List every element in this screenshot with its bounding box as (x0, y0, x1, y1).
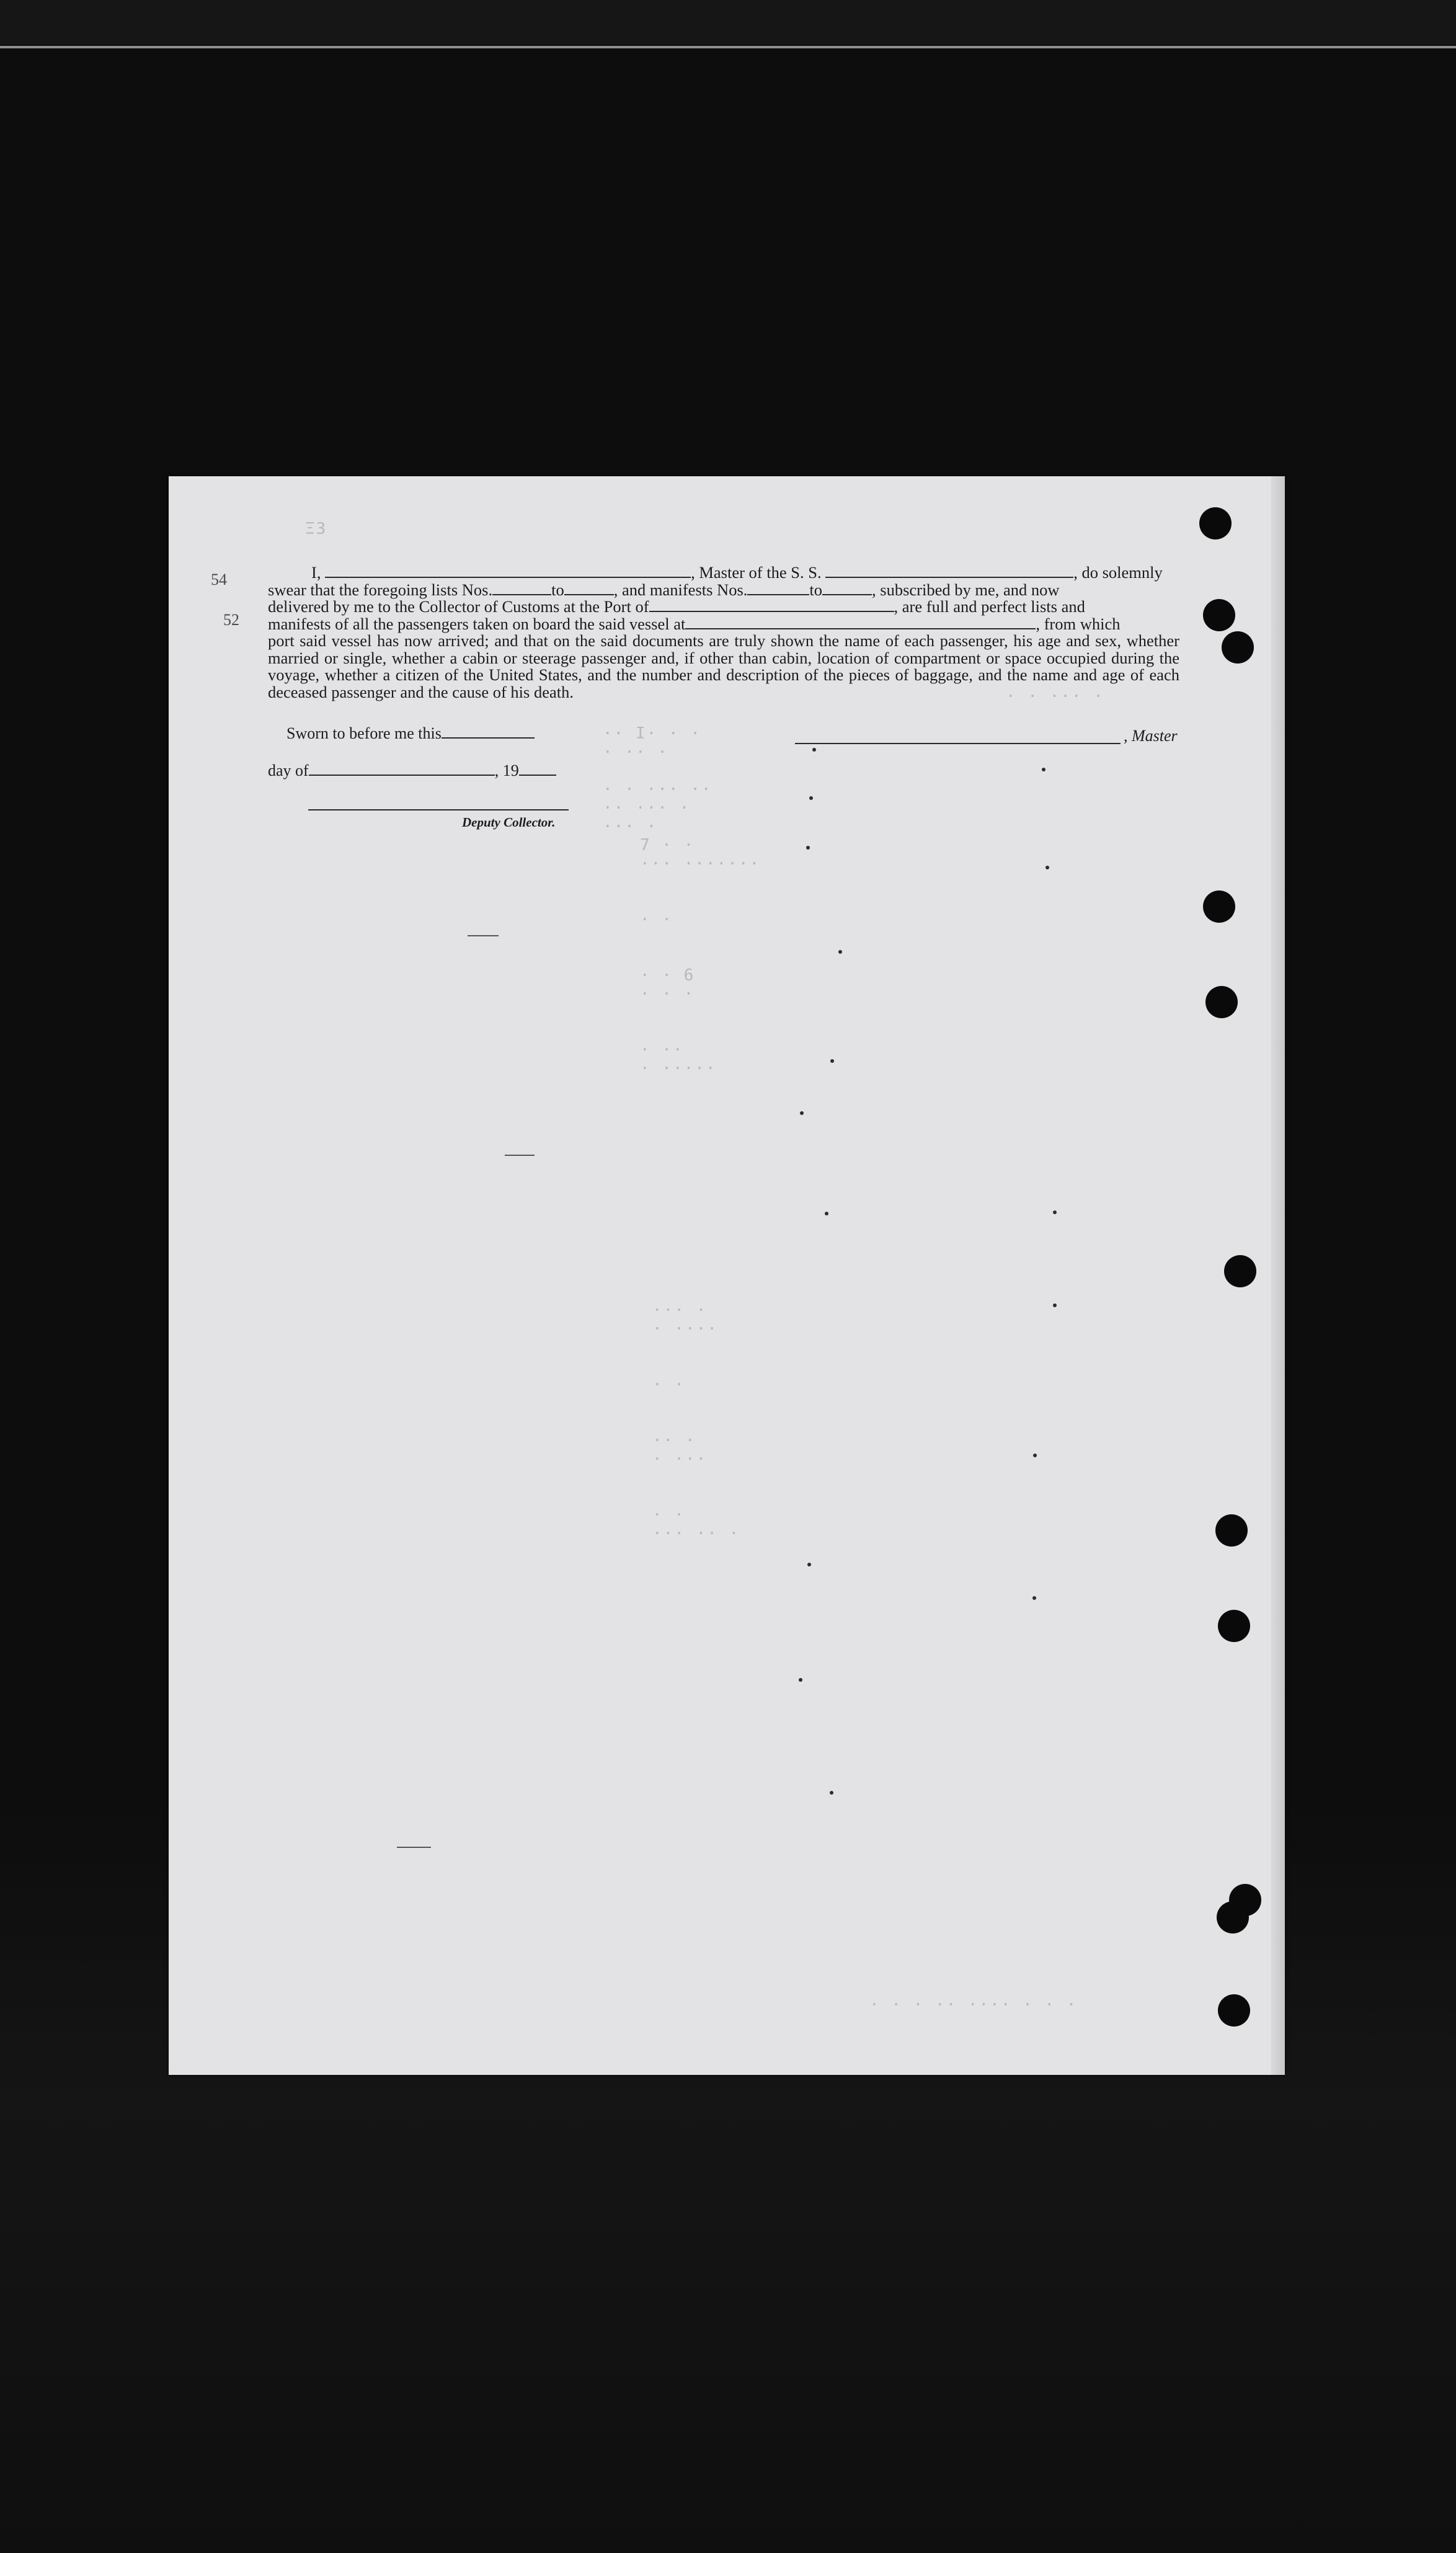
stray-dot (809, 796, 813, 800)
punch-hole (1217, 1901, 1249, 1934)
month-blank (309, 763, 495, 776)
oath-to-1: to (551, 580, 564, 599)
punch-hole (1215, 1514, 1248, 1547)
margin-number-upper: 54 (211, 571, 227, 588)
vessel-name-blank (825, 566, 1073, 578)
punch-hole (1203, 599, 1235, 631)
bleed-through-column-3: ··· · · ···· · · ·· · · ··· · · ··· ·· · (652, 1301, 740, 1543)
day-of-line (268, 761, 556, 780)
oath-do-solemnly: , do solemnly (1073, 563, 1163, 582)
year-blank (519, 763, 556, 776)
margin-number-lower: 52 (223, 611, 239, 629)
sworn-line (286, 724, 535, 743)
bleed-through-mark: ΞЗ (305, 520, 327, 538)
oath-manifests-taken: manifests of all the passengers taken on board the said vessel at (268, 614, 686, 633)
oath-paragraph (268, 564, 1179, 701)
scanner-top-rule (0, 46, 1456, 48)
punch-hole (1222, 631, 1254, 664)
deputy-collector-label: Deputy Collector. (462, 815, 556, 830)
manifest-to-blank (822, 583, 872, 595)
stray-mark (505, 1155, 535, 1156)
punch-hole (1199, 507, 1232, 539)
stray-mark (397, 1847, 431, 1848)
sworn-text: Sworn to before me this (286, 724, 442, 742)
oath-full-perfect: , are full and perfect lists and (894, 597, 1085, 616)
stray-dot (807, 1563, 811, 1566)
stray-dot (806, 846, 810, 850)
master-signature-line (795, 743, 1121, 744)
manifest-from-blank (747, 583, 809, 595)
stray-dot (1053, 1303, 1057, 1307)
bleed-through-header: · · ··· · (1006, 687, 1104, 706)
stray-mark (468, 935, 499, 936)
punch-hole (1218, 1994, 1250, 2027)
oath-master-of-ss: , Master of the S. S. (691, 563, 822, 582)
bleed-through-footer: · · · ·· ···· · · · (869, 1996, 1078, 2014)
embarkation-port-blank (685, 617, 1036, 629)
punch-hole (1205, 986, 1238, 1018)
punch-hole (1203, 890, 1235, 923)
oath-to-2: to (809, 580, 823, 599)
punch-hole (1218, 1610, 1250, 1642)
stray-dot (830, 1059, 834, 1063)
bleed-through-column-2: 7 · · ··· ······· · · · · 6 · · · · ·· · ····· (640, 836, 761, 1078)
stray-dot (1032, 1596, 1036, 1600)
day-of-text: day of (268, 761, 309, 779)
stray-dot (1053, 1210, 1057, 1214)
sworn-date-blank (442, 726, 535, 739)
stray-dot (1033, 1454, 1037, 1457)
stray-dot (830, 1791, 833, 1795)
list-from-blank (492, 583, 551, 595)
punch-hole (1224, 1255, 1256, 1287)
stray-dot (812, 748, 816, 752)
oath-from-which: , from which (1036, 614, 1121, 633)
oath-opening: I, (311, 563, 321, 582)
oath-subscribed: , subscribed by me, and now (872, 580, 1060, 599)
stray-dot (1042, 768, 1045, 771)
stray-dot (799, 1678, 802, 1682)
oath-body: port said vessel has now arrived; and that on the said documents are truly shown the name of each passenger, his age and sex, whether married or single, whether a cabin or steerage passenger and, if other than cabin, location of compartment or space occupied during the voyage, whether a citizen of the United States, and the number and description of the pieces of baggage, and the name and age of each deceased passenger and the cause of his death. (268, 631, 1179, 701)
list-to-blank (564, 583, 614, 595)
document-page (169, 476, 1285, 2075)
master-name-blank (325, 566, 691, 578)
port-blank (649, 600, 894, 612)
stray-dot (838, 950, 842, 954)
scanner-top-band (0, 0, 1456, 45)
oath-delivered: delivered by me to the Collector of Customs at the Port of (268, 597, 649, 616)
stray-dot (800, 1111, 804, 1115)
page-edge (1271, 476, 1285, 2075)
master-label: , Master (1124, 727, 1178, 745)
oath-manifests-nos: , and manifests Nos. (613, 580, 748, 599)
deputy-collector-signature-line (308, 809, 569, 810)
year-prefix: , 19 (494, 761, 519, 779)
bleed-through-column: ·· Ι· · · · ·· · · · ··· ·· ·· ··· · ··· · (603, 724, 712, 836)
stray-dot (825, 1212, 828, 1215)
oath-lists-nos: swear that the foregoing lists Nos. (268, 580, 493, 599)
stray-dot (1045, 866, 1049, 869)
